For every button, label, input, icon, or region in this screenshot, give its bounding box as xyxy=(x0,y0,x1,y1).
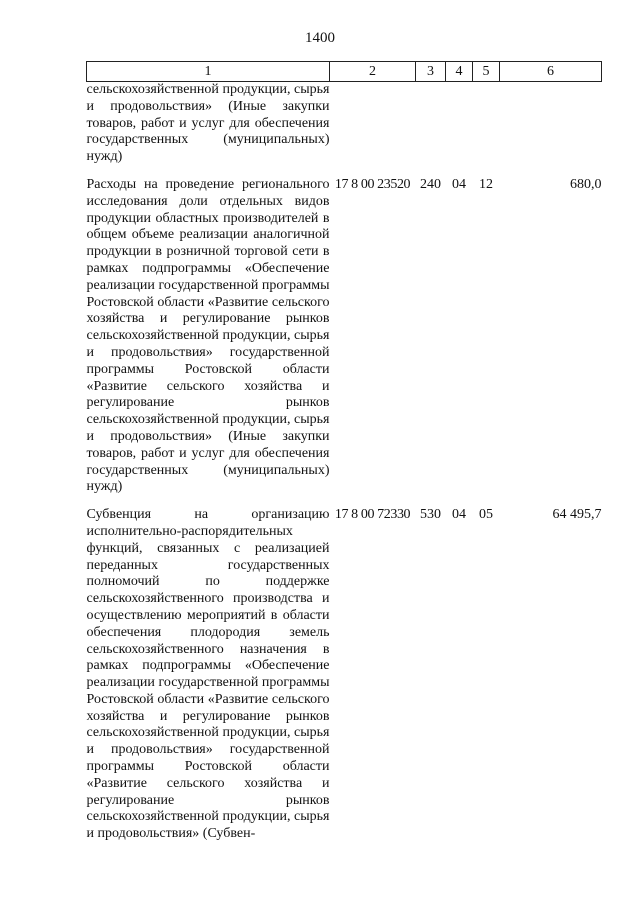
column-header-4: 4 xyxy=(446,62,473,82)
row-subsection: 12 xyxy=(479,176,493,192)
column-header-2: 2 xyxy=(330,62,416,82)
budget-table xyxy=(86,61,602,843)
column-header-3: 3 xyxy=(416,62,446,82)
row-expense-type xyxy=(416,82,446,177)
row-section xyxy=(446,82,473,177)
row-description-text: сельскохозяйственной продукции, сырья и продовольствия» (Иные закупки товаров, работ и услуг для обеспечения государственных (муниципальных) нужд) xyxy=(86,82,330,165)
column-header-6: 6 xyxy=(500,62,602,82)
page-number: 1400 xyxy=(305,30,335,46)
row-description xyxy=(87,82,330,177)
row-description xyxy=(87,177,330,507)
row-amount: 680,0 xyxy=(570,176,602,192)
table-row xyxy=(87,82,602,177)
row-target-code: 17 8 00 72330 xyxy=(334,507,411,523)
table-header-row xyxy=(87,62,602,82)
row-expense-type: 240 xyxy=(420,176,441,192)
column-header-5: 5 xyxy=(473,62,500,82)
row-subsection xyxy=(473,82,500,177)
row-description xyxy=(87,507,330,843)
row-target-code xyxy=(330,82,416,177)
row-section: 04 xyxy=(452,176,466,192)
table-row xyxy=(87,507,602,843)
row-expense-type: 530 xyxy=(420,507,441,523)
table-row xyxy=(87,177,602,507)
row-amount xyxy=(500,82,602,177)
column-header-1: 1 xyxy=(87,62,330,82)
row-section: 04 xyxy=(452,507,466,523)
row-amount: 64 495,7 xyxy=(552,507,602,523)
row-target-code: 17 8 00 23520 xyxy=(334,176,411,192)
row-description-text: Расходы на проведение регионального исследования доли отдельных видов продукции областных производителей в общем объеме реализации аналогичной продукции в розничной торговой сети в рамках подпрограммы «Обеспечение реализации государственной программы Ростовской области «Развитие сельского хозяйства и регулирование рынков сельскохозяйственной продукции, сырья и продовольствия» государственной программы Ростовской области «Развитие сельского хозяйства и регулирование рынков сельскохозяйственной продукции, сырья и продовольствия» (Иные закупки товаров, работ и услуг для обеспечения государственных (муниципальных) нужд) xyxy=(86,176,330,495)
row-subsection: 05 xyxy=(479,507,493,523)
row-description-text: Субвенция на организацию исполнительно-распорядительных функций, связанных с реализацией переданных государственных полномочий по поддержке сельскохозяйственного производства и осуществлению мероприятий в области обеспечения плодородия земель сельскохозяйственного назначения в рамках подпрограммы «Обеспечение реализации государственной программы Ростовской области «Развитие сельского хозяйства и регулирование рынков сельскохозяйственной продукции, сырья и продовольствия» государственной программы Ростовской области «Развитие сельского хозяйства и регулирование рынков сельскохозяйственной продукции, сырья и продовольствия» (Субвен- xyxy=(86,507,330,842)
